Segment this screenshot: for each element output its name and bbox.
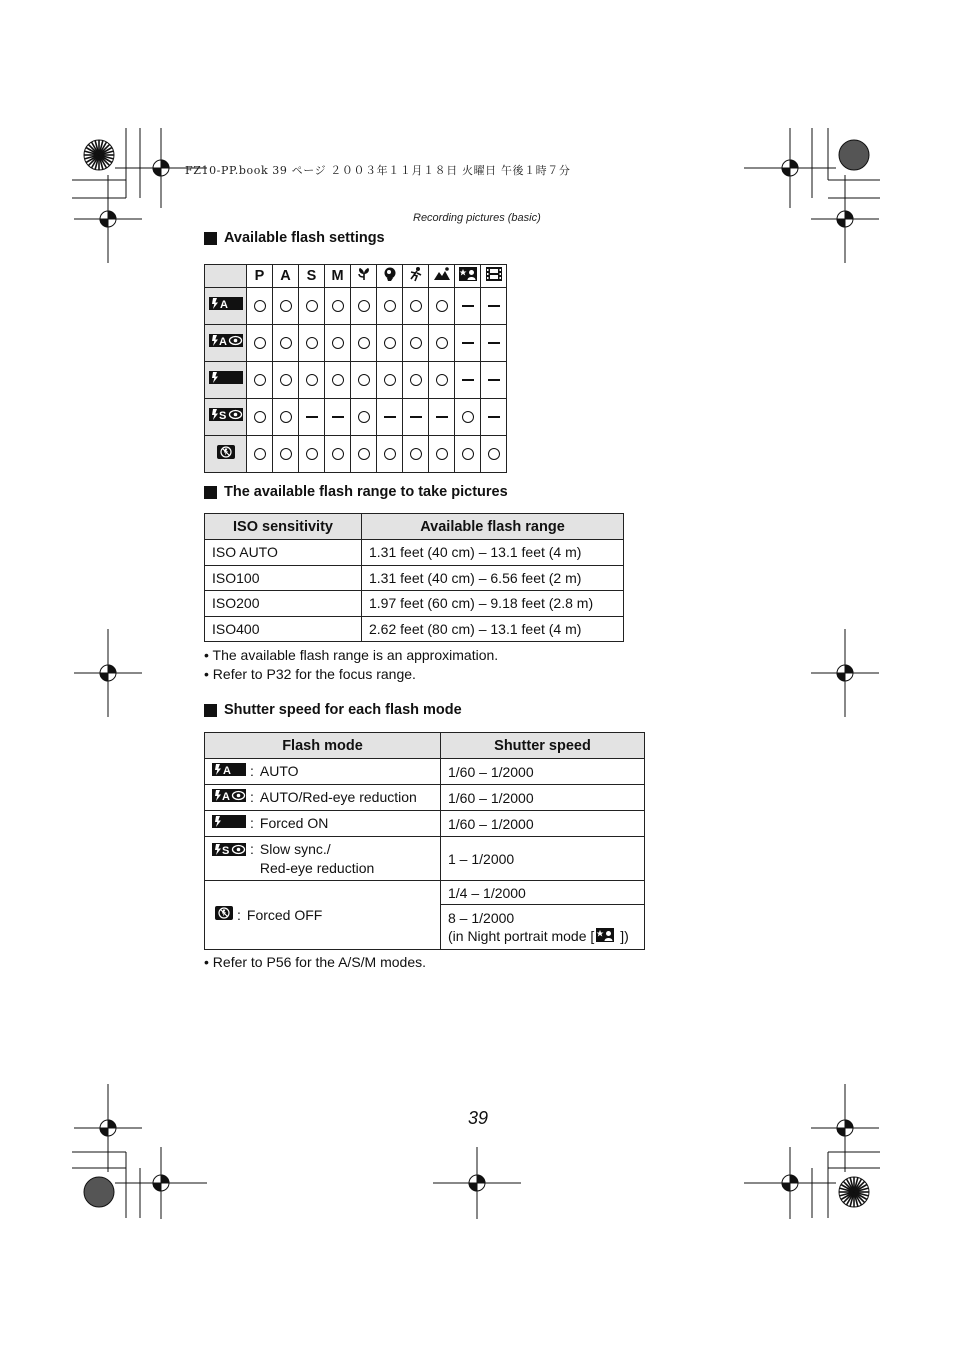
table-row — [205, 785, 645, 811]
section-heading-label: Available flash settings — [224, 230, 385, 246]
flash-forced-off-icon — [215, 906, 233, 925]
available-mark — [403, 325, 429, 362]
flash-mode-cell: : Forced ON — [205, 811, 441, 837]
scenery-mode-icon — [429, 265, 455, 288]
available-mark — [351, 399, 377, 436]
column-header: ISO sensitivity — [205, 514, 362, 540]
shutter-speed-cell: 1/4 – 1/2000 — [441, 881, 645, 905]
column-header: Shutter speed — [441, 733, 645, 759]
flash-mode-label: AUTO — [259, 763, 299, 779]
available-mark — [325, 362, 351, 399]
flash-mode-label-line2: Red-eye reduction — [259, 859, 375, 876]
available-mark — [429, 362, 455, 399]
table-row — [205, 325, 507, 362]
available-mark — [273, 436, 299, 473]
available-mark — [351, 362, 377, 399]
shutter-speed-cell: 1/60 – 1/2000 — [441, 785, 645, 811]
table-row — [205, 540, 624, 566]
table-header-row — [205, 733, 645, 759]
available-mark — [351, 325, 377, 362]
page-number: 39 — [468, 1108, 489, 1128]
available-mark — [247, 362, 273, 399]
flash-auto-red-eye-icon — [212, 788, 246, 807]
available-mark — [273, 288, 299, 325]
available-mark — [247, 288, 273, 325]
table-row — [205, 759, 645, 785]
unavailable-mark — [455, 288, 481, 325]
svg-text:A: A — [219, 299, 228, 310]
flash-mode-cell: S : Slow sync./ Red-eye reduction — [205, 837, 441, 881]
available-mark — [273, 362, 299, 399]
column-header: M — [325, 265, 351, 288]
available-mark — [377, 325, 403, 362]
macro-mode-icon — [351, 265, 377, 288]
available-mark — [377, 362, 403, 399]
available-mark — [325, 436, 351, 473]
available-mark — [247, 436, 273, 473]
available-mark — [299, 362, 325, 399]
available-mark — [299, 436, 325, 473]
section-heading-flash-settings — [204, 230, 385, 246]
table-row — [205, 565, 624, 591]
available-mark — [299, 325, 325, 362]
available-mark — [247, 399, 273, 436]
night-portrait-note-suffix: ]) — [620, 928, 629, 944]
available-mark — [299, 288, 325, 325]
flash-mode-cell: : Forced OFF — [205, 881, 441, 950]
flash-forced-on-icon — [212, 814, 246, 833]
running-head: Recording pictures (basic) — [413, 212, 541, 224]
flash-range-table — [204, 513, 624, 642]
table-header-row — [205, 265, 507, 288]
available-mark — [351, 436, 377, 473]
flash-forced-off-icon — [205, 436, 247, 473]
available-mark — [455, 436, 481, 473]
available-mark — [403, 436, 429, 473]
column-header: Available flash range — [362, 514, 624, 540]
heading-square-icon — [204, 232, 217, 245]
available-mark — [273, 325, 299, 362]
shutter-speed-cell: 1/60 – 1/2000 — [441, 759, 645, 785]
print-info-line: FZ10-PP.book 39 ページ ２００３年１１月１８日 火曜日 午後１時７分 — [185, 164, 571, 177]
unavailable-mark — [481, 399, 507, 436]
available-mark — [377, 288, 403, 325]
available-mark — [325, 288, 351, 325]
section-heading-label: Shutter speed for each flash mode — [224, 702, 462, 718]
svg-text:S: S — [218, 410, 226, 421]
flash-slow-sync-red-eye-icon — [212, 842, 246, 861]
unavailable-mark — [481, 362, 507, 399]
note-asm-modes: • Refer to P56 for the A/S/M modes. — [204, 954, 427, 970]
table-row — [205, 399, 507, 436]
shutter-speed-cell: 1/60 – 1/2000 — [441, 811, 645, 837]
table-cell: 1.97 feet (60 cm) – 9.18 feet (2.8 m) — [362, 591, 624, 617]
table-row — [205, 616, 624, 642]
section-heading-flash-range — [204, 484, 508, 500]
table-cell: ISO400 — [205, 616, 362, 642]
unavailable-mark — [429, 399, 455, 436]
unavailable-mark — [481, 325, 507, 362]
table-row — [205, 837, 645, 881]
available-mark — [429, 325, 455, 362]
svg-text:A: A — [218, 336, 227, 347]
flash-auto-icon — [205, 288, 247, 325]
available-mark — [325, 325, 351, 362]
shutter-speed-value: 8 – 1/2000 — [448, 910, 515, 926]
section-heading-shutter-speed — [204, 702, 462, 718]
available-mark — [273, 399, 299, 436]
flash-auto-red-eye-icon — [205, 325, 247, 362]
flash-mode-cell: A : AUTO — [205, 759, 441, 785]
table-cell: ISO200 — [205, 591, 362, 617]
shutter-speed-cell: 1 – 1/2000 — [441, 837, 645, 881]
available-mark — [403, 288, 429, 325]
flash-mode-label: Forced ON — [259, 815, 329, 831]
sports-mode-icon — [403, 265, 429, 288]
table-cell: 1.31 feet (40 cm) – 13.1 feet (4 m) — [362, 540, 624, 566]
section-heading-label: The available flash range to take pictures — [224, 484, 508, 500]
shutter-speed-table — [204, 732, 645, 950]
unavailable-mark — [455, 325, 481, 362]
night-portrait-mode-icon — [455, 265, 481, 288]
available-mark — [403, 362, 429, 399]
night-portrait-mode-icon — [596, 927, 618, 942]
unavailable-mark — [481, 288, 507, 325]
column-header: Flash mode — [205, 733, 441, 759]
flash-mode-label: Slow sync./ — [259, 840, 331, 857]
table-row — [205, 591, 624, 617]
table-row — [205, 881, 645, 905]
unavailable-mark — [299, 399, 325, 436]
flash-mode-label: Forced OFF — [246, 906, 323, 923]
note-flash-approximation: • The available flash range is an approximation. — [204, 647, 499, 663]
heading-square-icon — [204, 486, 217, 499]
note-focus-range: • Refer to P32 for the focus range. — [204, 666, 416, 682]
flash-settings-table — [204, 264, 507, 473]
corner-cell — [205, 265, 247, 288]
svg-text:S: S — [222, 844, 230, 856]
table-row — [205, 811, 645, 837]
shutter-speed-cell — [441, 905, 645, 950]
table-row — [205, 436, 507, 473]
flash-forced-on-icon — [205, 362, 247, 399]
column-header: S — [299, 265, 325, 288]
table-cell: 1.31 feet (40 cm) – 6.56 feet (2 m) — [362, 565, 624, 591]
table-row — [205, 288, 507, 325]
available-mark — [377, 436, 403, 473]
flash-mode-cell: A : AUTO/Red-eye reduction — [205, 785, 441, 811]
table-cell: ISO AUTO — [205, 540, 362, 566]
column-header: P — [247, 265, 273, 288]
night-portrait-note-prefix: (in Night portrait mode [ — [448, 928, 595, 944]
table-header-row — [205, 514, 624, 540]
available-mark — [351, 288, 377, 325]
svg-text:A: A — [223, 765, 231, 776]
flash-slow-sync-red-eye-icon — [205, 399, 247, 436]
flash-mode-label: AUTO/Red-eye reduction — [259, 789, 417, 805]
available-mark — [455, 399, 481, 436]
available-mark — [247, 325, 273, 362]
unavailable-mark — [455, 362, 481, 399]
table-cell: 2.62 feet (80 cm) – 13.1 feet (4 m) — [362, 616, 624, 642]
unavailable-mark — [377, 399, 403, 436]
available-mark — [481, 436, 507, 473]
column-header: A — [273, 265, 299, 288]
available-mark — [429, 288, 455, 325]
table-cell: ISO100 — [205, 565, 362, 591]
unavailable-mark — [325, 399, 351, 436]
motion-picture-mode-icon — [481, 265, 507, 288]
heading-square-icon — [204, 704, 217, 717]
available-mark — [429, 436, 455, 473]
table-row — [205, 362, 507, 399]
unavailable-mark — [403, 399, 429, 436]
svg-text:A: A — [222, 791, 230, 802]
flash-auto-icon — [212, 762, 246, 781]
portrait-mode-icon — [377, 265, 403, 288]
